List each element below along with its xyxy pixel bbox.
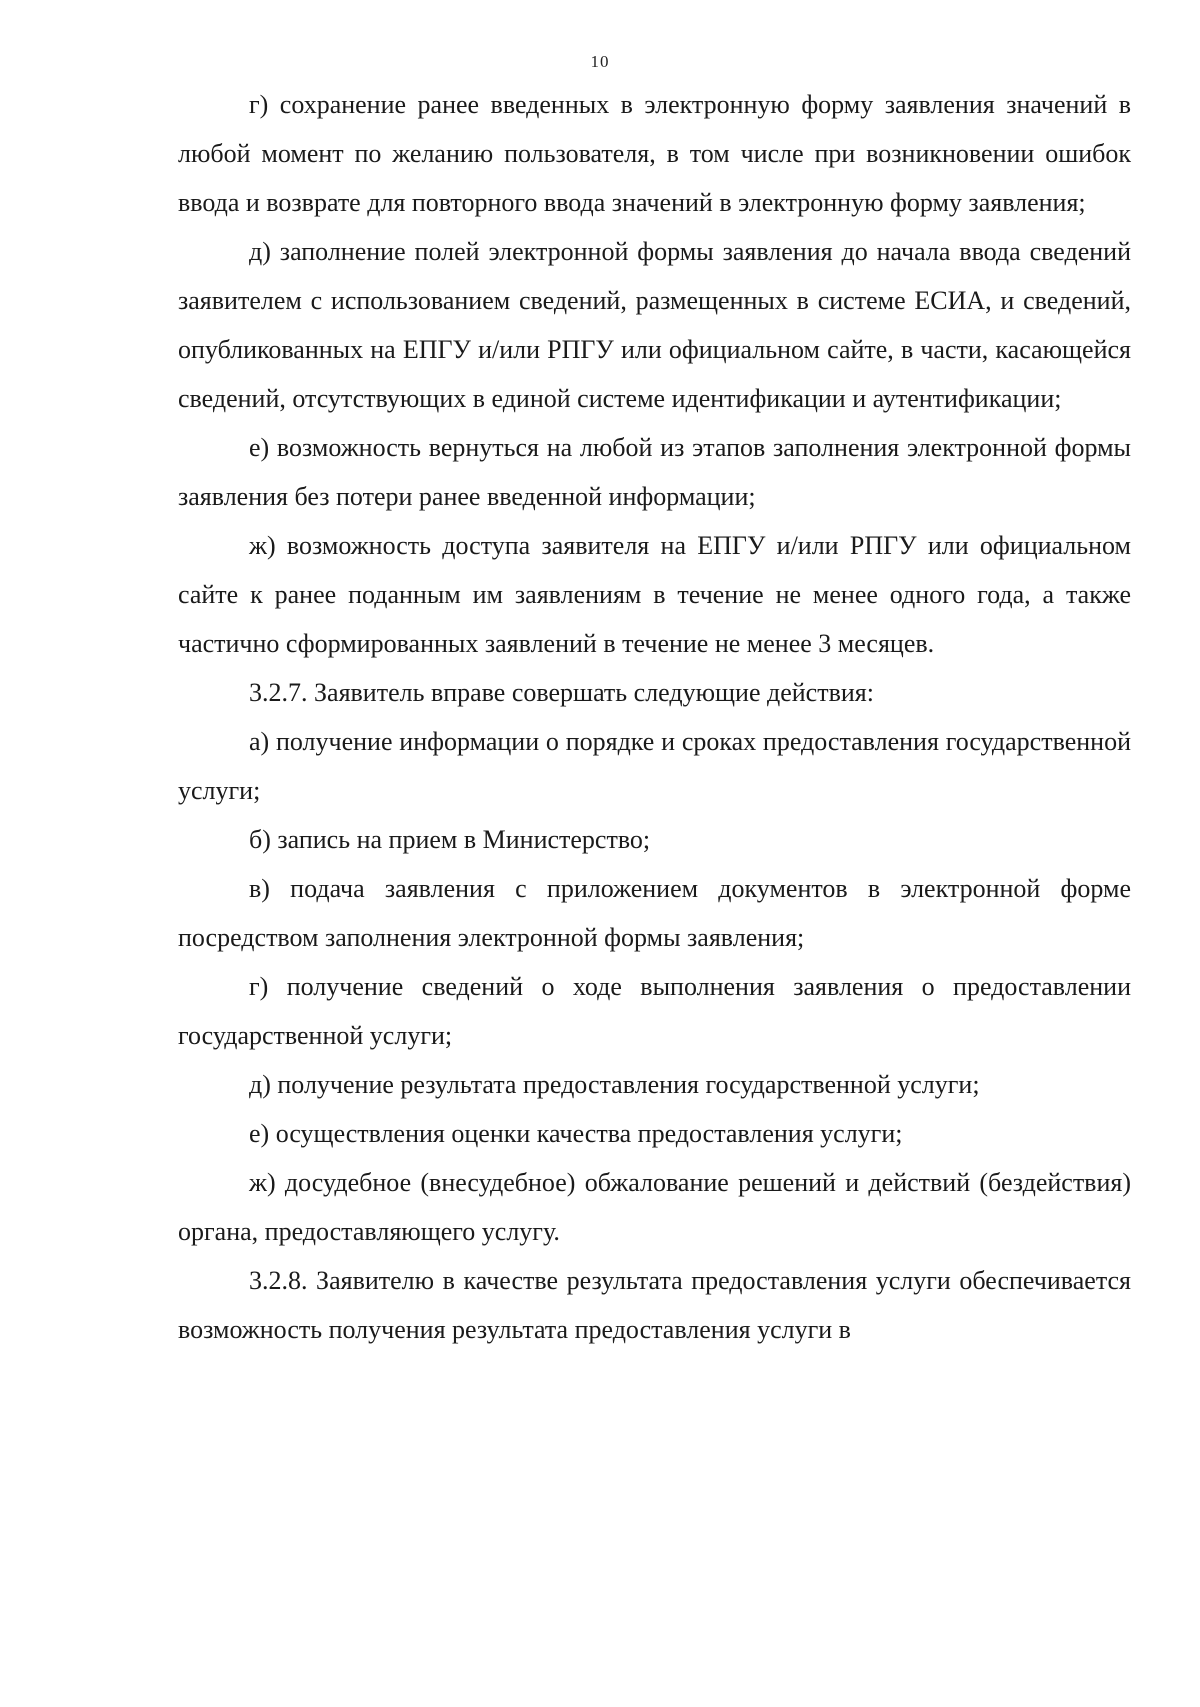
paragraph-3-2-8-result: 3.2.8. Заявителю в качестве результата предоставления услуги обеспечивается возможность получения результата предоставления услуги в bbox=[178, 1266, 1131, 1344]
paragraph-v-submit-application: в) подача заявления с приложением документов в электронной форме посредством заполнения электронной формы заявления; bbox=[178, 874, 1131, 952]
page-number: 10 bbox=[590, 52, 610, 71]
paragraph-zh-access-applications: ж) возможность доступа заявителя на ЕПГУ и/или РПГУ или официальном сайте к ранее поданным им заявлениям в течение не менее одного года, а также частично сформированных заявлений в течение не менее 3 месяцев. bbox=[178, 531, 1131, 658]
paragraph-e-quality-assessment: е) осуществления оценки качества предоставления услуги; bbox=[249, 1119, 903, 1148]
paragraph-d-get-result: д) получение результата предоставления государственной услуги; bbox=[249, 1070, 980, 1099]
paragraph-a-get-information: а) получение информации о порядке и сроках предоставления государственной услуги; bbox=[178, 727, 1131, 805]
paragraph-g-status-info: г) получение сведений о ходе выполнения заявления о предоставлении государственной услуги; bbox=[178, 972, 1131, 1050]
document-body bbox=[178, 80, 1131, 1354]
paragraph-b-appointment: б) запись на прием в Министерство; bbox=[249, 825, 651, 854]
paragraph-zh-pretrial-appeal: ж) досудебное (внесудебное) обжалование решений и действий (бездействия) органа, предоставляющего услугу. bbox=[178, 1168, 1131, 1246]
paragraph-3-2-7-heading: 3.2.7. Заявитель вправе совершать следующие действия: bbox=[249, 678, 874, 707]
paragraph-e-return-to-step: е) возможность вернуться на любой из этапов заполнения электронной формы заявления без потери ранее введенной информации; bbox=[178, 433, 1131, 511]
paragraph-g-save-values: г) сохранение ранее введенных в электронную форму заявления значений в любой момент по желанию пользователя, в том числе при возникновении ошибок ввода и возврате для повторного ввода значений в электронную форму заявления; bbox=[178, 90, 1131, 217]
paragraph-d-prefill-fields: д) заполнение полей электронной формы заявления до начала ввода сведений заявителем с использованием сведений, размещенных в системе ЕСИА, и сведений, опубликованных на ЕПГУ и/или РПГУ или официальном сайте, в части, касающейся сведений, отсутствующих в единой системе идентификации и аутентификации; bbox=[178, 237, 1131, 413]
